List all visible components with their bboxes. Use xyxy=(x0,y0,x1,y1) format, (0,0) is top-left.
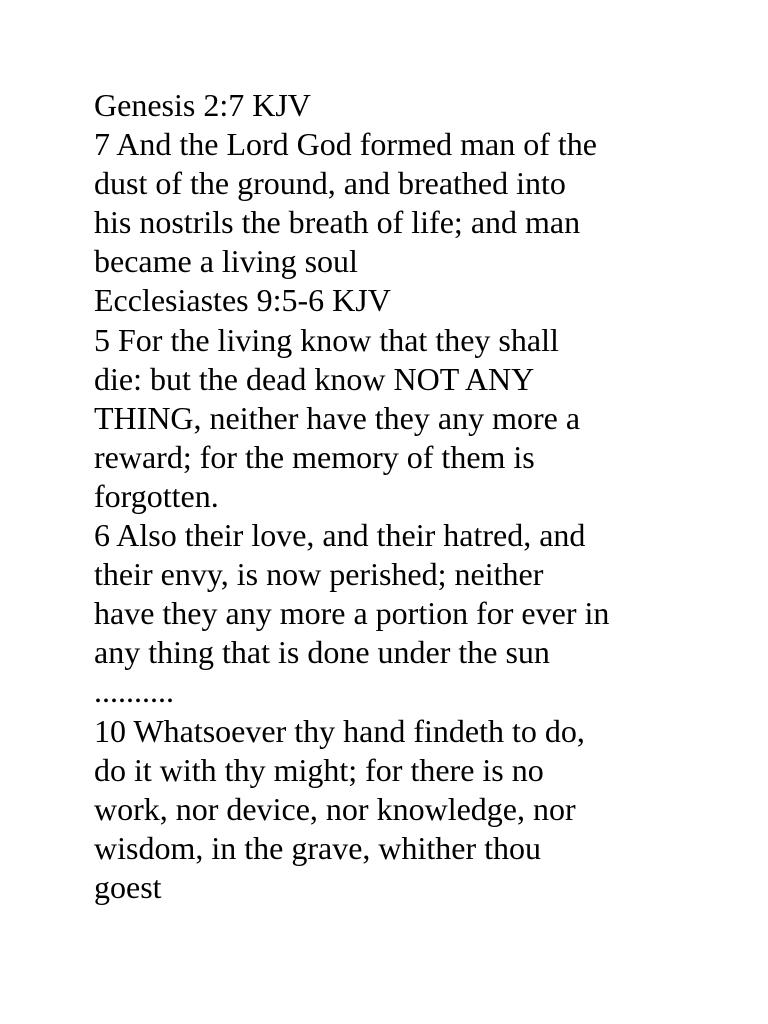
verse-line: wisdom, in the grave, whither thou xyxy=(94,829,542,866)
verse-line: his nostrils the breath of life; and man xyxy=(94,204,581,241)
verse-line: reward; for the memory of them is xyxy=(94,438,535,475)
reference-heading-ecclesiastes: Ecclesiastes 9:5-6 KJV xyxy=(94,282,391,319)
verse-line: die: but the dead know NOT ANY xyxy=(94,360,535,397)
verse-line: goest xyxy=(94,868,162,905)
verse-line: 6 Also their love, and their hatred, and xyxy=(94,517,586,554)
verse-line: their envy, is now perished; neither xyxy=(94,556,544,593)
verse-line: dust of the ground, and breathed into xyxy=(94,165,566,202)
verse-line: any thing that is done under the sun xyxy=(94,634,550,671)
ellipsis-separator: .......... xyxy=(94,673,174,710)
verse-line: THING, neither have they any more a xyxy=(94,399,581,436)
verse-line: 10 Whatsoever thy hand findeth to do, xyxy=(94,712,585,749)
verse-line: 5 For the living know that they shall xyxy=(94,321,559,358)
verse-line: do it with thy might; for there is no xyxy=(94,751,544,788)
document-page xyxy=(94,86,754,907)
verse-line: forgotten. xyxy=(94,477,219,514)
reference-heading-genesis: Genesis 2:7 KJV xyxy=(94,87,311,123)
verse-line: work, nor device, nor knowledge, nor xyxy=(94,790,576,827)
verse-line: 7 And the Lord God formed man of the xyxy=(94,126,597,163)
verse-line: have they any more a portion for ever in xyxy=(94,595,610,632)
verse-line: became a living soul xyxy=(94,243,358,280)
